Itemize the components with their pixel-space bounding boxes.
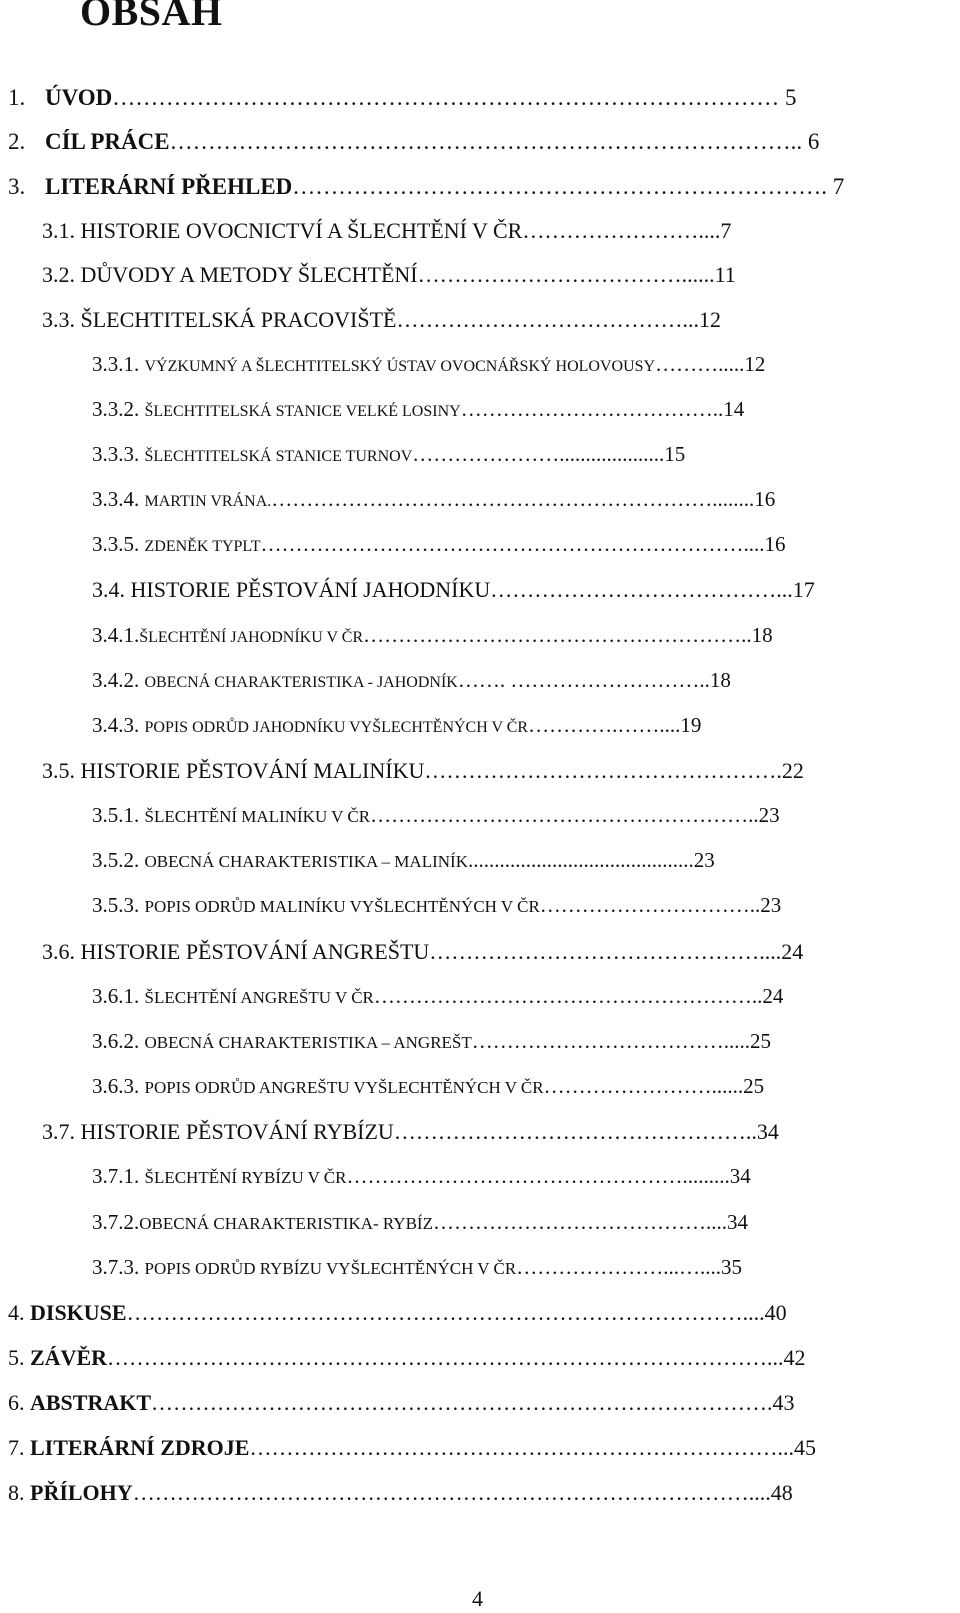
toc-entry-number: 3.7.2. <box>92 1210 140 1234</box>
toc-entry-3-4-1[interactable] <box>92 625 773 646</box>
toc-entry-label: HISTORIE PĚSTOVÁNÍ MALINÍKU <box>80 758 425 783</box>
toc-entry-3-5-1[interactable] <box>92 805 780 826</box>
toc-entry-6[interactable] <box>8 1392 795 1414</box>
toc-entry-3-3-3[interactable] <box>92 444 685 465</box>
toc-entry-page: 7 <box>720 218 732 243</box>
toc-entry-leader: ……. ……………………….. <box>457 668 710 692</box>
toc-entry-number: 5. <box>8 1345 25 1370</box>
toc-entry-3-4-3[interactable] <box>92 715 701 736</box>
toc-entry-page: 24 <box>781 939 804 964</box>
toc-entry-page: 25 <box>750 1029 772 1053</box>
toc-entry-label: HISTORIE PĚSTOVÁNÍ ANGREŠTU <box>80 939 430 964</box>
toc-entry-page: 18 <box>709 668 731 692</box>
toc-entry-page: 42 <box>783 1345 806 1370</box>
toc-entry-page: 5 <box>785 85 797 110</box>
toc-entry-label: ŠLECHTITELSKÁ STANICE TURNOV <box>144 448 413 465</box>
toc-entry-3-5[interactable] <box>42 760 804 782</box>
toc-entry-page: 11 <box>714 262 736 287</box>
toc-entry-3-1[interactable] <box>42 220 731 242</box>
toc-entry-leader: …………………………………………. <box>424 758 782 783</box>
toc-entry-page: 45 <box>793 1435 816 1460</box>
toc-entry-label: HISTORIE OVOCNICTVÍ A ŠLECHTĚNÍ V ČR <box>80 218 523 243</box>
toc-entry-number: 1. <box>8 85 26 110</box>
toc-entry-leader: ……………………………………………………………. <box>292 174 833 199</box>
toc-entry-leader: ………………………….. <box>539 893 761 917</box>
toc-entry-leader: …………………...….... <box>516 1255 721 1279</box>
toc-entry-leader: …………………………………………………………………………. <box>151 1390 773 1415</box>
toc-entry-leader: ………….…….... <box>528 713 681 737</box>
toc-entry-label: MARTIN VRÁNA. <box>144 493 272 510</box>
toc-entry-label: ŠLECHTĚNÍ RYBÍZU V ČR <box>144 1168 347 1187</box>
toc-entry-number: 3.4.3. <box>92 713 140 737</box>
toc-entry-7[interactable] <box>8 1437 816 1459</box>
toc-entry-3-3[interactable] <box>42 309 721 331</box>
toc-entry-page: 16 <box>754 487 776 511</box>
toc-entry-label: ŠLECHTITELSKÁ STANICE VELKÉ LOSINY <box>144 403 461 420</box>
toc-entry-leader: ……………………...... <box>543 1074 744 1098</box>
toc-entry-label: POPIS ODRŮD ANGREŠTU VYŠLECHTĚNÝCH V ČR <box>144 1078 544 1097</box>
toc-entry-page: 24 <box>762 984 784 1008</box>
page-title: OBSAH <box>80 0 223 34</box>
toc-entry-number: 7. <box>8 1435 25 1460</box>
toc-entry-3-7[interactable] <box>42 1121 779 1143</box>
toc-entry-label: LITERÁRNÍ PŘEHLED <box>45 174 293 199</box>
toc-entry-leader: ………………………………………………………………………………... <box>107 1345 784 1370</box>
toc-entry-label: POPIS ODRŮD RYBÍZU VYŠLECHTĚNÝCH V ČR <box>144 1259 517 1278</box>
toc-entry-number: 3.2. <box>42 262 75 287</box>
toc-entry-leader: ……………………………………….... <box>429 939 782 964</box>
toc-entry-number: 3. <box>8 174 26 199</box>
toc-entry-3[interactable] <box>8 175 844 198</box>
toc-entry-page: 25 <box>743 1074 765 1098</box>
toc-entry-leader: …………………………………………………………….... <box>260 532 765 556</box>
toc-entry-number: 3.6.1. <box>92 984 140 1008</box>
toc-entry-page: 18 <box>751 623 773 647</box>
toc-entry-page: 7 <box>832 174 845 199</box>
toc-entry-label: ZDENĚK TYPLT <box>144 538 261 555</box>
toc-entry-number: 3.5.2. <box>92 848 140 872</box>
toc-entry-number: 3.3. <box>42 307 75 332</box>
toc-entry-page: 6 <box>807 129 820 154</box>
toc-entry-number: 3.6.2. <box>92 1029 140 1053</box>
toc-entry-3-4-2[interactable] <box>92 670 731 691</box>
toc-entry-label: CÍL PRÁCE <box>45 129 170 154</box>
toc-entry-3-6-1[interactable] <box>92 986 783 1007</box>
toc-entry-leader: ………………………………………………………........ <box>271 487 755 511</box>
toc-entry-label: DŮVODY A METODY ŠLECHTĚNÍ <box>80 262 418 287</box>
toc-entry-3-3-1[interactable] <box>92 354 765 375</box>
toc-entry-page: 14 <box>723 397 745 421</box>
toc-entry-page: 40 <box>764 1300 787 1325</box>
toc-entry-page: 43 <box>772 1390 795 1415</box>
toc-entry-label: ABSTRAKT <box>30 1390 152 1415</box>
toc-entry-number: 3.3.1. <box>92 352 140 376</box>
toc-entry-leader: ……………………………………………….. <box>370 803 759 827</box>
toc-entry-label: ŠLECHTITELSKÁ PRACOVIŠTĚ <box>80 307 397 332</box>
toc-entry-page: 34 <box>729 1164 751 1188</box>
toc-entry-page: 17 <box>792 577 815 602</box>
toc-entry-3-6[interactable] <box>42 941 803 963</box>
toc-entry-3-3-4[interactable] <box>92 489 775 510</box>
toc-entry-3-4[interactable] <box>92 579 815 601</box>
toc-entry-leader: …………………………………………......... <box>346 1164 730 1188</box>
toc-entry-8[interactable] <box>8 1482 793 1504</box>
toc-entry-number: 3.3.3. <box>92 442 140 466</box>
toc-entry-number: 6. <box>8 1390 25 1415</box>
toc-entry-number: 3.3.4. <box>92 487 140 511</box>
toc-entry-page: 12 <box>744 352 766 376</box>
toc-entry-leader: ………………………………….... <box>432 1210 727 1234</box>
toc-entry-page: 23 <box>693 848 715 872</box>
toc-entry-label: OBECNÁ CHARAKTERISTIKA – ANGREŠT <box>144 1033 472 1052</box>
toc-entry-label: OBECNÁ CHARAKTERISTIKA – MALINÍK <box>144 852 468 871</box>
toc-entry-3-6-3[interactable] <box>92 1076 764 1097</box>
toc-entry-label: HISTORIE PĚSTOVÁNÍ JAHODNÍKU <box>130 577 491 602</box>
toc-entry-3-5-2[interactable] <box>92 850 715 871</box>
toc-entry-label: ŠLECHTĚNÍ JAHODNÍKU V ČR <box>139 629 364 646</box>
toc-entry-number: 3.5.3. <box>92 893 140 917</box>
toc-entry-4[interactable] <box>8 1302 787 1324</box>
toc-entry-number: 3.5.1. <box>92 803 140 827</box>
toc-entry-leader: ………………………………………………………………... <box>249 1435 794 1460</box>
toc-entry-label: LITERÁRNÍ ZDROJE <box>30 1435 250 1460</box>
toc-entry-number: 3.6.3. <box>92 1074 140 1098</box>
toc-entry-page: 34 <box>756 1119 779 1144</box>
toc-entry-page: 35 <box>720 1255 742 1279</box>
toc-entry-3-7-1[interactable] <box>92 1166 751 1187</box>
toc-entry-5[interactable] <box>8 1347 806 1369</box>
toc-entry-leader: ……………………………………………….. <box>373 984 763 1008</box>
toc-entry-3-3-5[interactable] <box>92 534 786 555</box>
toc-entry-number: 3.3.5. <box>92 532 140 556</box>
toc-entry-label: HISTORIE PĚSTOVÁNÍ RYBÍZU <box>80 1119 394 1144</box>
toc-entry-label: PŘÍLOHY <box>30 1480 133 1505</box>
toc-entry-leader: ……………………………………………………………………….. <box>169 129 808 154</box>
toc-entry-leader: ………………………………...... <box>417 262 715 287</box>
toc-entry-leader: ……………………………….. <box>460 397 724 421</box>
toc-entry-page: 23 <box>760 893 782 917</box>
toc-entry-3-3-2[interactable] <box>92 399 744 420</box>
toc-entry-number: 8. <box>8 1480 25 1505</box>
toc-entry-1[interactable] <box>8 86 797 109</box>
toc-entry-number: 3.4. <box>92 577 125 602</box>
toc-entry-number: 3.5. <box>42 758 75 783</box>
toc-entry-label: VÝZKUMNÝ A ŠLECHTITELSKÝ ÚSTAV OVOCNÁŘSKÝ HOLOVOUSY <box>144 358 656 375</box>
toc-entry-label: ŠLECHTĚNÍ MALINÍKU V ČR <box>144 807 371 826</box>
toc-entry-leader: ………………………………………………………………………….... <box>126 1300 765 1325</box>
toc-entry-leader: …………………………………... <box>396 307 699 332</box>
toc-entry-3-2[interactable] <box>42 264 736 286</box>
toc-entry-3-7-3[interactable] <box>92 1257 742 1278</box>
toc-entry-page: 23 <box>758 803 780 827</box>
toc-entry-leader: …………………………………... <box>490 577 793 602</box>
page-number: 4 <box>472 1586 483 1611</box>
toc-entry-number: 4. <box>8 1300 25 1325</box>
toc-entry-leader: …………………….... <box>522 218 721 243</box>
toc-entry-page: 19 <box>680 713 702 737</box>
toc-entry-leader: …………………………………………………………………………… <box>112 85 786 110</box>
toc-entry-page: 48 <box>770 1480 793 1505</box>
toc-entry-label: POPIS ODRŮD MALINÍKU VYŠLECHTĚNÝCH V ČR <box>144 897 540 916</box>
toc-entry-number: 3.3.2. <box>92 397 140 421</box>
toc-entry-number: 3.7. <box>42 1119 75 1144</box>
toc-entry-label: POPIS ODRŮD JAHODNÍKU VYŠLECHTĚNÝCH V ČR <box>144 719 529 736</box>
toc-entry-2[interactable] <box>8 130 819 153</box>
toc-entry-number: 3.4.2. <box>92 668 140 692</box>
toc-entry-leader: ………………….................... <box>412 442 665 466</box>
toc-entry-leader: ………………………………………………………………………….... <box>132 1480 771 1505</box>
toc-entry-number: 3.7.1. <box>92 1164 140 1188</box>
toc-entry-number: 3.4.1. <box>92 623 140 647</box>
toc-entry-3-6-2[interactable] <box>92 1031 771 1052</box>
toc-entry-number: 2. <box>8 129 26 154</box>
toc-entry-leader: ………………………………..... <box>471 1029 751 1053</box>
toc-entry-label: ŠLECHTĚNÍ ANGREŠTU V ČR <box>144 988 374 1007</box>
toc-entry-number: 3.6. <box>42 939 75 964</box>
toc-entry-3-7-2[interactable] <box>92 1212 748 1233</box>
toc-entry-label: ZÁVĚR <box>30 1345 108 1370</box>
toc-entry-3-5-3[interactable] <box>92 895 781 916</box>
toc-entry-leader: ………..... <box>655 352 745 376</box>
toc-entry-label: ÚVOD <box>45 85 113 110</box>
toc-entry-number: 3.7.3. <box>92 1255 140 1279</box>
toc-entry-leader: ........................................... <box>467 848 694 872</box>
toc-entry-label: OBECNÁ CHARAKTERISTIKA- RYBÍZ <box>139 1214 433 1233</box>
toc-entry-label: DISKUSE <box>30 1300 127 1325</box>
toc-entry-leader: ………………………………………….. <box>393 1119 757 1144</box>
toc-entry-page: 34 <box>726 1210 748 1234</box>
toc-entry-leader: ……………………………………………….. <box>363 623 752 647</box>
toc-entry-page: 16 <box>764 532 786 556</box>
toc-entry-page: 12 <box>698 307 721 332</box>
toc-entry-page: 22 <box>781 758 804 783</box>
toc-entry-number: 3.1. <box>42 218 75 243</box>
toc-entry-label: OBECNÁ CHARAKTERISTIKA - JAHODNÍK <box>144 674 458 691</box>
toc-entry-page: 15 <box>664 442 686 466</box>
